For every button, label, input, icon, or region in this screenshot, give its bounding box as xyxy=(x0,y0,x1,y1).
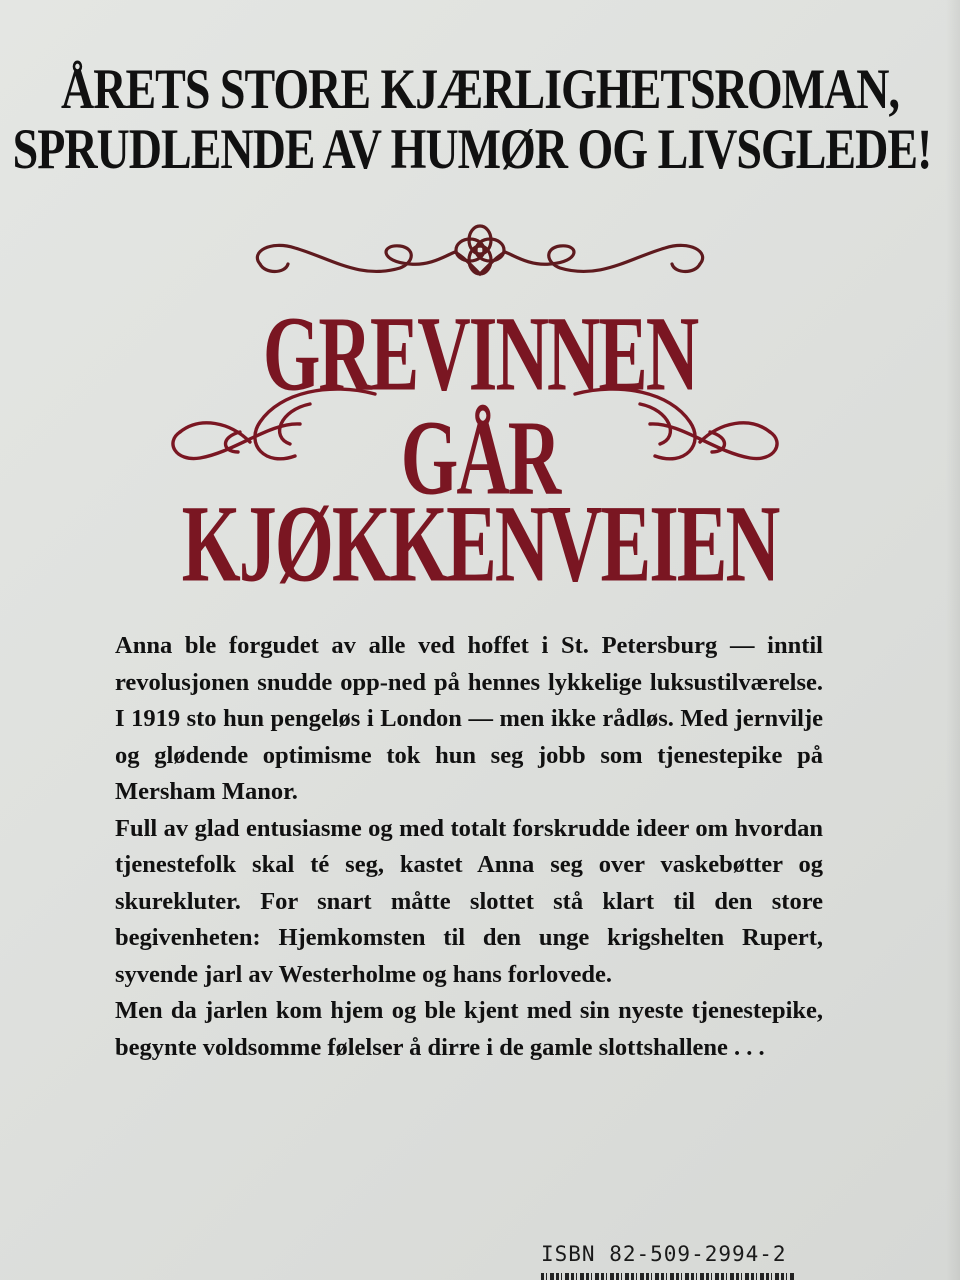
top-flourish-ornament-icon xyxy=(240,218,720,288)
barcode xyxy=(541,1273,796,1280)
title-line-1: GREVINNEN xyxy=(262,295,698,415)
title-line-3: KJØKKENVEIEN xyxy=(181,483,779,606)
tagline-line-2: SPRUDLENDE AV HUMØR OG LIVSGLEDE! xyxy=(12,116,932,181)
page-edge-shadow xyxy=(946,0,960,1280)
blurb-paragraph: Anna ble forgudet av alle ved hoffet i St. Petersburg — inntil revolusjonen snudde opp-ned på hennes lykkelige luksustilværelse. I 1919 sto hun pengeløs i London — men ikke rådløs. Med jernvilje og glødende optimisme tok hun seg jobb som tjenestepike på Mersham Manor. xyxy=(115,632,823,805)
right-scroll-ornament-icon xyxy=(560,382,790,472)
title-line-2: GÅR xyxy=(400,399,560,519)
isbn-label: ISBN 82-509-2994-2 xyxy=(541,1242,787,1266)
blurb-paragraph: Men da jarlen kom hjem og ble kjent med sin nyeste tjenestepike, begynte voldsomme følelser å dirre i de gamle slottshallene . . . xyxy=(115,997,823,1061)
tagline-line-1: ÅRETS STORE KJÆRLIGHETSROMAN, xyxy=(61,56,899,121)
blurb-text xyxy=(115,628,823,1066)
blurb-paragraph: Full av glad entusiasme og med totalt forskrudde ideer om hvordan tjenestefolk skal té seg, kastet Anna seg over vaskebøtter og skurekluter. For snart måtte slottet stå klart til den store begivenheten: Hjemkomsten til den unge krigshelten Rupert, syvende jarl av Westerholme og hans forlovede. xyxy=(115,814,823,988)
